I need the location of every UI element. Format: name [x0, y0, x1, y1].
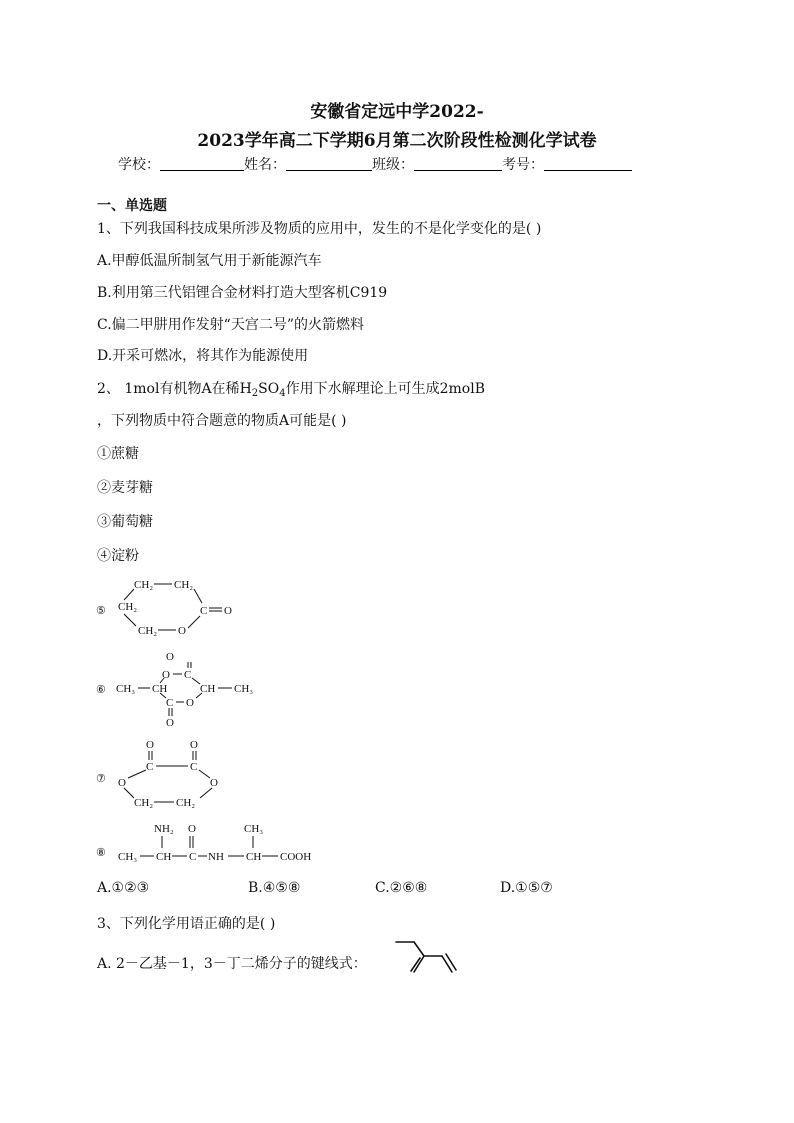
struct5-o-dbl: O — [224, 605, 232, 617]
q2-option-d: D.①⑤⑦ — [500, 880, 553, 896]
struct5-ch2-b: CH₂ — [174, 579, 194, 591]
struct5-c: C — [200, 605, 208, 617]
struct5-ch2-c: CH₂ — [118, 601, 138, 613]
struct6-c-bot: C — [166, 697, 174, 709]
q3-stem: 3、下列化学用语正确的是( ) — [97, 916, 276, 932]
student-info-row — [118, 154, 632, 174]
struct7-ch2-1: CH₂ — [134, 797, 154, 809]
struct5-ch2-d: CH₂ — [138, 625, 158, 637]
struct8-ch2: CH — [246, 851, 262, 863]
q2-option-b: B.④⑤⑧ — [248, 880, 301, 896]
formula-sub-4: 4 — [279, 388, 286, 399]
struct7-o-left: O — [118, 777, 126, 789]
q2-item-3: ③葡萄糖 — [97, 514, 153, 530]
structure-6-drawing — [96, 648, 266, 730]
q2-item-1: ①蔗糖 — [97, 446, 139, 462]
struct7-o-dbl2: O — [190, 739, 198, 751]
q1-option-b: B.利用第三代铝锂合金材料打造大型客机C919 — [97, 285, 388, 301]
struct8-o-dbl: O — [188, 823, 196, 835]
exam-title-line2: 2023学年高二下学期6月第二次阶段性检测化学试卷 — [197, 131, 597, 151]
q1-option-d: D.开采可燃冰，将其作为能源使用 — [97, 348, 309, 364]
name-blank[interactable] — [286, 156, 372, 171]
q2-stem-suffix: 作用下水解理论上可生成2molB — [285, 381, 485, 397]
school-blank[interactable] — [160, 156, 244, 171]
exam-number-label: 考号： — [502, 157, 544, 173]
q2-stem-prefix: 2、 1mol有机物A在稀 — [97, 381, 240, 397]
structure-7 — [96, 734, 246, 818]
struct7-o-dbl1: O — [146, 739, 154, 751]
struct6-ch-left: CH — [152, 683, 168, 695]
structure-8-drawing — [96, 820, 336, 870]
struct8-ch3: CH₃ — [118, 851, 138, 863]
section-heading: 一、单选题 — [97, 198, 167, 214]
struct7-number: ⑦ — [96, 773, 106, 785]
struct5-number: ⑤ — [96, 605, 106, 617]
q2-stem — [97, 378, 485, 399]
struct8-cooh: COOH — [280, 851, 312, 863]
structure-6 — [96, 648, 266, 734]
struct8-number: ⑧ — [96, 847, 106, 859]
struct6-o-bot: O — [186, 697, 194, 709]
q2-item-4: ④淀粉 — [97, 548, 139, 564]
struct6-o-dbl-bot: O — [166, 717, 174, 729]
struct7-c1: C — [146, 761, 154, 773]
struct7-c2: C — [190, 761, 198, 773]
struct6-ch-right: CH — [200, 683, 216, 695]
q3-option-a: A. 2－乙基－1，3－丁二烯分子的键线式： — [97, 956, 367, 972]
school-label: 学校： — [118, 157, 160, 173]
struct8-nh2: NH₂ — [154, 823, 174, 835]
struct6-o-top: O — [162, 669, 170, 681]
struct8-ch1: CH — [156, 851, 172, 863]
struct8-c: C — [189, 851, 197, 863]
structure-8 — [96, 820, 336, 874]
name-label: 姓名： — [244, 157, 286, 173]
struct7-o-right: O — [210, 777, 218, 789]
struct8-nh: NH — [208, 851, 224, 863]
q1-stem: 1、下列我国科技成果所涉及物质的应用中，发生的不是化学变化的是( ) — [97, 221, 542, 237]
class-blank[interactable] — [414, 156, 502, 171]
structure-5-drawing — [96, 572, 246, 642]
struct6-c-top: C — [184, 669, 192, 681]
q1-option-a: A.甲醇低温所制氢气用于新能源汽车 — [97, 253, 322, 269]
q2-stem-line2: ，下列物质中符合题意的物质A可能是( ) — [97, 413, 347, 429]
struct6-o-dbl-top: O — [166, 651, 174, 663]
formula-sub-2: 2 — [251, 388, 259, 399]
struct7-ch2-2: CH₂ — [176, 797, 196, 809]
formula-h: H — [239, 381, 252, 397]
struct6-number: ⑥ — [96, 684, 106, 696]
structure-7-drawing — [96, 734, 246, 814]
struct8-ch3-top: CH₃ — [244, 823, 264, 835]
struct6-ch3-left: CH₃ — [116, 683, 136, 695]
class-label: 班级： — [372, 157, 414, 173]
struct6-ch3-right: CH₃ — [234, 683, 254, 695]
struct5-o-ring: O — [178, 625, 186, 637]
q2-option-a: A.①②③ — [97, 880, 150, 896]
q2-item-2: ②麦芽糖 — [97, 480, 153, 496]
q2-option-c: C.②⑥⑧ — [375, 880, 428, 896]
formula-so: SO — [258, 381, 280, 397]
q1-option-c: C.偏二甲肼用作发射“天宫二号”的火箭燃料 — [97, 317, 364, 333]
structure-5 — [96, 572, 246, 646]
exam-number-blank[interactable] — [544, 156, 632, 171]
skeletal-formula-butadiene — [392, 938, 464, 980]
exam-title-line1: 安徽省定远中学2022- — [310, 102, 484, 122]
struct5-ch2-a: CH₂ — [134, 579, 154, 591]
